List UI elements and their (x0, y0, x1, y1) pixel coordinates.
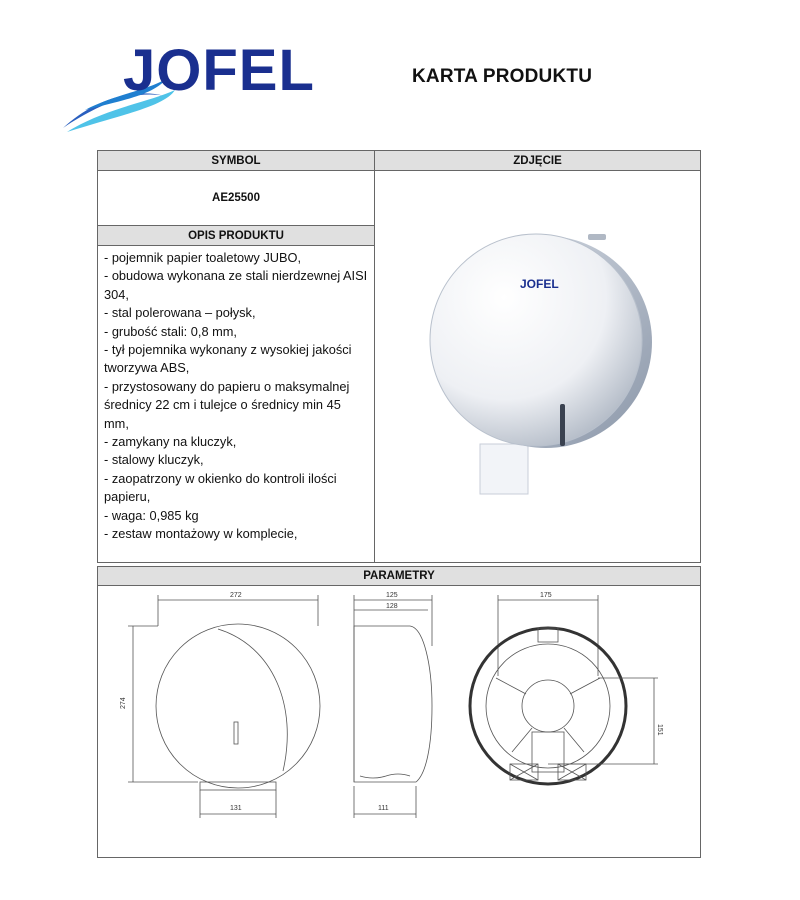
back-view-drawing (470, 592, 663, 784)
parameters-header: PARAMETRY (98, 567, 700, 586)
description-item: - obudowa wykonana ze stali nierdzewnej AISI 304, (104, 268, 368, 302)
description-item: - waga: 0,985 kg (104, 507, 199, 523)
document-title: KARTA PRODUKTU (412, 66, 593, 87)
side-depth-outer-label: 125 (386, 592, 398, 599)
front-height-label: 274 (120, 697, 127, 709)
photo-logo: JOFEL (519, 277, 559, 291)
side-view-drawing (354, 592, 432, 818)
description-item: - zamykany na kluczyk, (104, 434, 237, 450)
front-width-label: 272 (230, 592, 242, 599)
description-item: - pojemnik papier toaletowy JUBO, (104, 250, 302, 265)
dispenser-body (430, 234, 642, 446)
jofel-logo (55, 28, 325, 138)
photo-header: ZDJĘCIE (375, 151, 701, 171)
description-item: - zaopatrzony w okienko do kontroli ilości papieru, (104, 470, 337, 505)
dispenser-lock (588, 234, 606, 240)
logo-text: JOFEL (123, 38, 315, 103)
description-item: - tył pojemnika wykonany z wysokiej jakości tworzywa ABS, (104, 342, 352, 376)
toilet-paper-sheet (480, 444, 528, 494)
symbol-value: AE25500 (98, 171, 375, 226)
front-bottom-label: 131 (230, 805, 242, 812)
paper-window (560, 404, 565, 446)
back-width-label: 175 (540, 592, 552, 599)
symbol-header: SYMBOL (98, 151, 375, 171)
side-depth-inner-label: 128 (386, 603, 398, 610)
description-item: - przystosowany do papieru o maksymalnej średnicy 22 cm i tulejce o średnicy min 45 mm, (104, 378, 350, 431)
product-photo-cell (375, 171, 701, 563)
description-header: OPIS PRODUKTU (98, 226, 375, 246)
parameters-section (97, 566, 701, 858)
side-bottom-label: 111 (378, 805, 389, 812)
product-photo (418, 214, 658, 514)
description-item: - stalowy kluczyk, (104, 452, 204, 468)
technical-drawings (98, 586, 700, 856)
description-item: - grubość stali: 0,8 mm, (104, 323, 237, 339)
product-table (97, 150, 701, 563)
front-view-drawing (120, 592, 320, 818)
description-item: - zestaw montażowy w komplecie, (104, 526, 298, 542)
back-height-label: 151 (656, 724, 663, 736)
description-list (98, 246, 375, 563)
description-item: - stal polerowana – połysk, (104, 305, 256, 321)
